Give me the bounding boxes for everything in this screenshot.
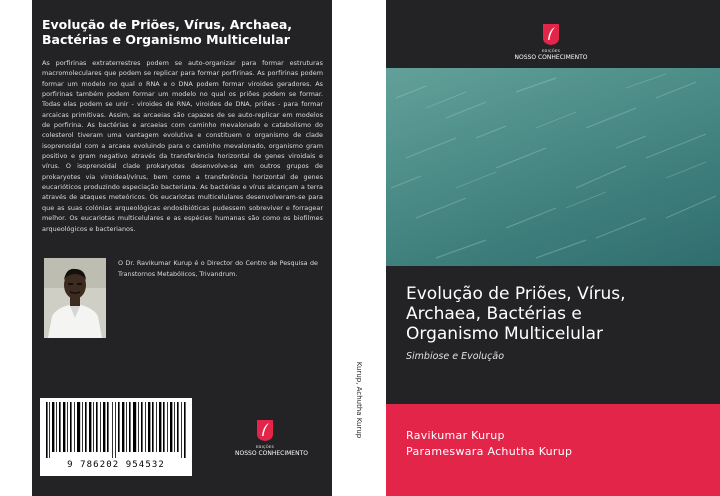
front-title-line: Archaea, Bactérias e — [406, 304, 582, 324]
publisher-name: NOSSO CONHECIMENTO — [235, 450, 308, 457]
cover-photo — [386, 68, 720, 266]
book-spine — [332, 0, 386, 496]
publisher-name: NOSSO CONHECIMENTO — [514, 54, 588, 61]
author-band — [386, 404, 720, 496]
author-photo — [44, 258, 106, 338]
barcode-bars — [44, 402, 188, 458]
back-cover-blurb: As porfirinas extraterrestres podem se auto-organizar para formar estruturas macromoleculares que podem se replicar para formar porfirinas. As porfirinas podem formar um modelo no qual o RNA e o DNA podem formar viroides geradores. As porfirinas também podem formar um modelo no qual os priões podem se formar. Todas elas podem se unir - viroides de RNA, viroides de DNA, priões - para formar arcaicas primitivas. Assim, as arcaeias são capazes de se auto-replicar em modelos de porfirina. As bactérias e arcaeias com caminho mevalonado e catabolismo do colesterol tiveram uma vantagem evolutiva e constituem o organismo de clade isoprenoidal com a arcaea evoluindo para o caminho mevalonado, organismo gram positivo e gram negativo através da transferência horizontal de genes viroidais e vírus. O isoprenoidal clade prokaryotes desenvolve-se em outros grupos de prokaryotes via viroideal/vírus, bem como a transferência horizontal de genes eucarióticos produzindo especiação bacteriana. As bactérias e vírus alcançam a terra através de ataques meteóricos. Os eucariotas multicelulares desenvolveram-se para que as suas colónias arqueológicas endosibióticas pudessem sobreviver e forragear melhor. Os eucariotas multicelulares e as espécies humanas são como os biofilmes arqueológicos e bacterianos. — [42, 59, 323, 233]
back-cover — [32, 0, 332, 496]
back-title-line: Bactérias e Organismo Multicelular — [42, 32, 290, 47]
quill-icon — [541, 22, 561, 46]
front-cover-title — [406, 284, 706, 344]
quill-icon — [255, 418, 275, 442]
spine-authors: Kurup, Achutha Kurup — [355, 361, 363, 439]
publisher-small-label: EDIÇÕES — [541, 49, 561, 53]
publisher-logo-back — [235, 418, 308, 457]
barcode — [40, 398, 192, 476]
front-author-name: Ravikumar Kurup — [406, 429, 505, 442]
front-title-line: Evolução de Priões, Vírus, — [406, 284, 626, 304]
back-title-line: Evolução de Priões, Vírus, Archaea, — [42, 17, 293, 32]
front-cover — [386, 0, 720, 496]
front-title-line: Organismo Multicelular — [406, 324, 603, 344]
publisher-logo-front — [506, 22, 596, 61]
isbn-number: 9 786202 954532 — [67, 460, 165, 470]
front-cover-subtitle: Simbiose e Evolução — [406, 351, 505, 362]
publisher-small-label: EDIÇÕES — [255, 445, 275, 449]
front-author-name: Parameswara Achutha Kurup — [406, 445, 573, 458]
back-cover-title — [42, 17, 327, 47]
water-texture-image — [386, 68, 720, 266]
author-portrait-image — [44, 258, 106, 338]
author-bio: O Dr. Ravikumar Kurup é o Director do Centro de Pesquisa de Transtornos Metabólicos, Trivandrum. — [118, 259, 318, 278]
